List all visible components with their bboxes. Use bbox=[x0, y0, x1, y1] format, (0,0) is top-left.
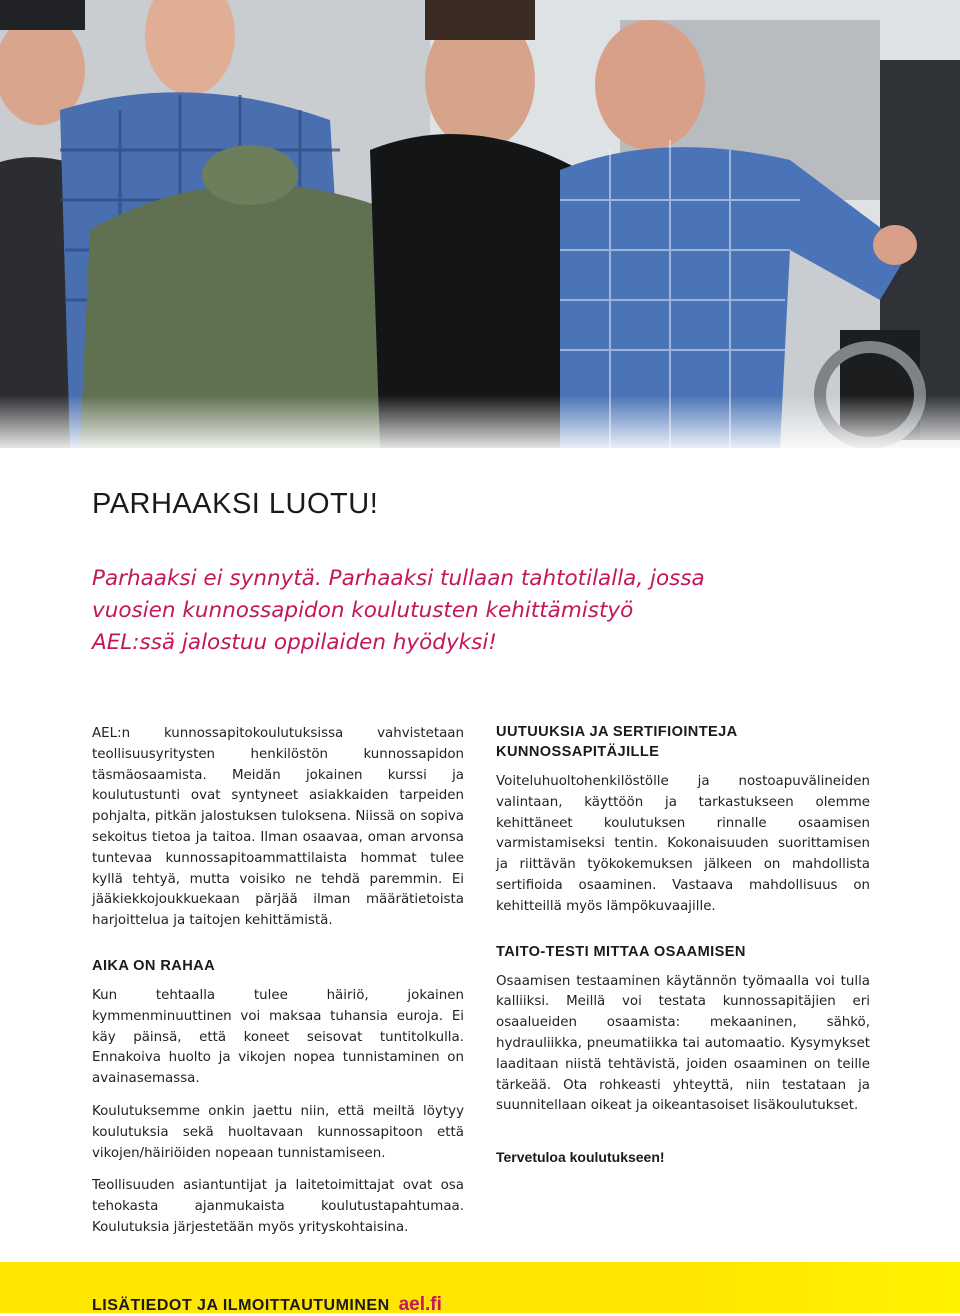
paragraph: Voiteluhuoltohenkilöstölle ja nostoapuvälineiden valintaan, käyttöön ja tarkastukseen olemme kehittäneet koulutuksen rinnalle osaamisen varmistamiseksi tentin. Kokonaisuuden suorittamisen ja riittävän työkokemuksen jälkeen on mahdollista sertifioida osaaminen. Vastaava mahdollisuus on kehitteillä myös lämpökuvaajille. bbox=[496, 774, 870, 914]
page-title: PARHAAKSI LUOTU! bbox=[92, 488, 379, 520]
lead-text: Parhaaksi ei synnytä. Parhaaksi tullaan tahtotilalla, jossa vuosien kunnossapidon koulutusten kehittämistyö AEL:ssä jalostuu oppilaiden hyödyksi! bbox=[92, 566, 705, 655]
section-heading-taito-testi: TAITO-TESTI MITTAA OSAAMISEN bbox=[496, 943, 746, 960]
welcome-text: Tervetuloa koulutukseen! bbox=[496, 1149, 665, 1166]
paragraph: Kun tehtaalla tulee häiriö, jokainen kymmenminuuttinen voi maksaa tuhansia euroja. Ei käy päinsä, että koneet seisovat tuntitolkulla. Ennakoiva huolto ja vikojen nopea tunnistaminen on avainasemassa. bbox=[92, 987, 464, 1087]
paragraph: Koulutuksemme onkin jaettu niin, että meiltä löytyy koulutuksia sekä huoltavaan kunnossapitoon että vikojen/häiriöiden nopeaan tunnistamiseen. bbox=[92, 1103, 464, 1161]
hero-photo bbox=[0, 0, 960, 448]
paragraph: Teollisuuden asiantuntijat ja laitetoimittajat ovat osa tehokasta ajanmukaista koulutustapahtumaa. Koulutuksia järjestetään myös yrityskohtaisina. bbox=[92, 1178, 464, 1235]
paragraph: Osaamisen testaaminen käytännön työmaalla voi tulla kalliiksi. Meillä voi testata kunnossapitäjien eri osaalueiden osaamista: mekaaninen, sähkö, hydrauliikka, pneumatiikka tai automaatio. Kysymykset laaditaan niistä tehtävistä, joiden osaaminen on teille tärkeää. Ota rohkeasti yhteyttä, niin testataan ja suunnitellaan oikeat ja oikeantasoiset lisäkoulutukset. bbox=[496, 973, 870, 1114]
right-column bbox=[496, 722, 870, 1180]
intro-paragraph: AEL:n kunnossapitokoulutuksissa vahvistetaan teollisuusyritysten henkilöstön kunnossapidon täsmäosaamista. Meidän jokainen kurssi ja koulutustunti ovat syntyneet asiakkaiden tarpeiden pohjalta, pitkän jalostuksen tuloksena. Niissä on sopiva sekoitus tietoa ja taitoa. Ilman osaavaa, oman arvonsa tuntevaa kunnossapitoammattilaista hommat tulee kyllä tehtyä, mutta voisiko ne tehdä paremmin. Ei jääkiekkojoukkuekaan pärjää ilman määrätietoista harjoittelua ja taitojen kehittämistä. bbox=[92, 726, 464, 929]
section-heading-uutuuksia: UUTUUKSIA JA SERTIFIOINTEJA KUNNOSSAPITÄJILLE bbox=[496, 724, 738, 760]
hero-photo-illustration bbox=[0, 0, 960, 448]
left-column bbox=[92, 724, 464, 1251]
footer-label: LISÄTIEDOT JA ILMOITTAUTUMINEN bbox=[92, 1297, 390, 1314]
photo-fade bbox=[0, 395, 960, 448]
website-link[interactable]: ael.fi bbox=[398, 1294, 442, 1315]
section-heading-aika-on-rahaa: AIKA ON RAHAA bbox=[92, 957, 216, 974]
